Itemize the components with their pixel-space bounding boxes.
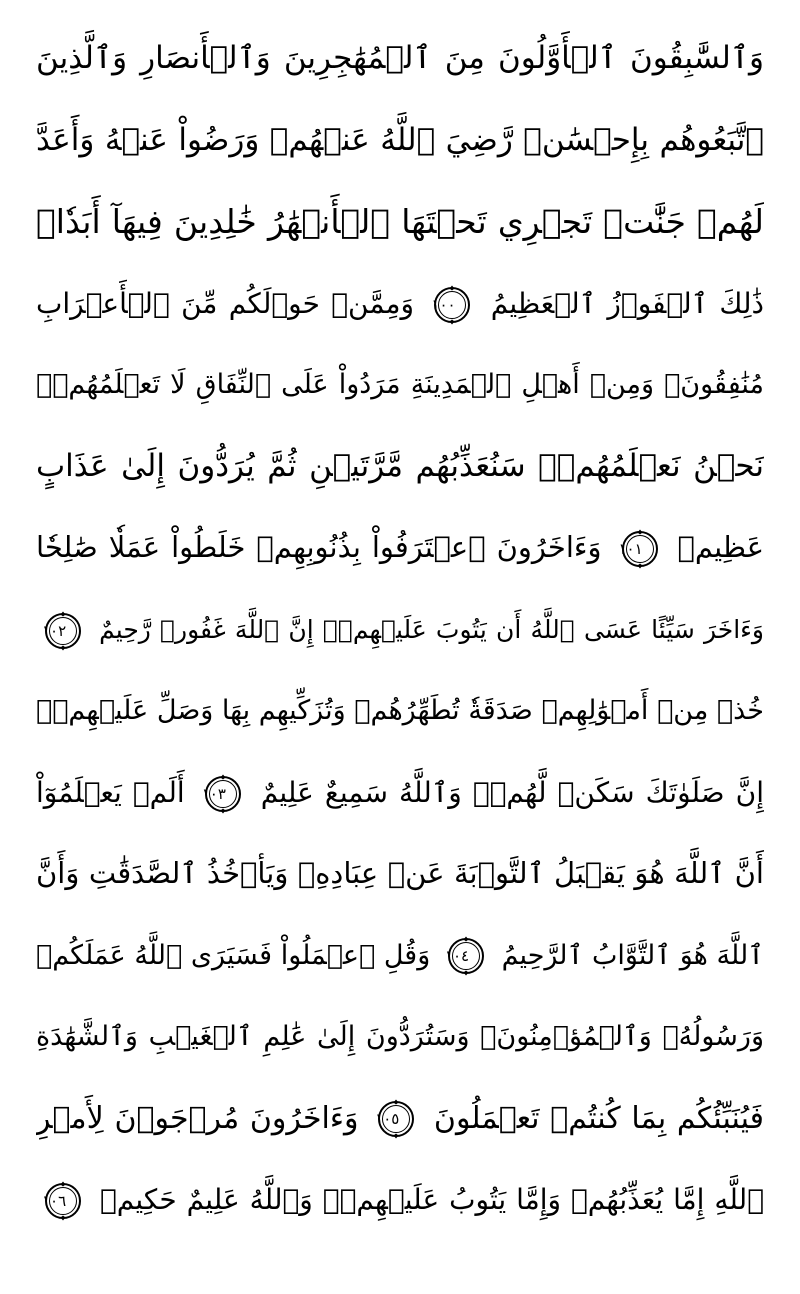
ayah-end-marker — [431, 284, 473, 326]
line-text: لَهُمۡ جَنَّٰتٖ تَجۡرِي تَحۡتَهَا ٱلۡأَنۡهَٰرُ خَٰلِدِينَ فِيهَآ أَبَدٗاۚ — [36, 202, 764, 241]
verse-line-9 — [36, 670, 764, 752]
verse-line-3 — [36, 181, 764, 263]
ayah-end-marker — [202, 773, 244, 815]
line-text: ذَٰلِكَ ٱلۡفَوۡزُ ٱلۡعَظِيمُ — [490, 286, 764, 320]
line-text: وَرَسُولُهُۥ وَٱلۡمُؤۡمِنُونَۖ وَسَتُرَدُّونَ إِلَىٰ عَٰلِمِ ٱلۡغَيۡبِ وَٱلشَّهَٰدَةِ — [36, 1021, 764, 1052]
line-text: أَنَّ ٱللَّهَ هُوَ يَقۡبَلُ ٱلتَّوۡبَةَ عَنۡ عِبَادِهِۦ وَيَأۡخُذُ ٱلصَّدَقَٰتِ وَأَنَّ — [36, 856, 764, 890]
verse-line-11 — [36, 833, 764, 915]
verse-line-15 — [36, 1159, 764, 1241]
line-text: عَظِيمٖ — [677, 530, 764, 564]
line-text: وَءَاخَرُونَ مُرۡجَوۡنَ لِأَمۡرِ — [36, 1100, 359, 1136]
line-text: إِنَّ صَلَوٰتَكَ سَكَنٞ لَّهُمۡۗ وَٱللَّهُ سَمِيعٌ عَلِيمٌ — [260, 775, 764, 809]
verse-line-4 — [36, 263, 764, 345]
line-text: وَٱلسَّٰبِقُونَ ٱلۡأَوَّلُونَ مِنَ ٱلۡمُهَٰجِرِينَ وَٱلۡأَنصَارِ وَٱلَّذِينَ — [36, 40, 764, 76]
ayah-number: ١٠٠ — [431, 295, 456, 314]
line-text: خُذۡ مِنۡ أَمۡوَٰلِهِمۡ صَدَقَةٗ تُطَهِّرُهُمۡ وَتُزَكِّيهِم بِهَا وَصَلِّ عَلَيۡهِمۡۖ — [36, 695, 764, 726]
line-text: وَمِمَّنۡ حَوۡلَكُم مِّنَ ٱلۡأَعۡرَابِ — [36, 286, 415, 320]
verse-line-7 — [36, 507, 764, 589]
ayah-end-marker — [619, 528, 661, 570]
line-text: أَلَمۡ يَعۡلَمُوٓاْ — [36, 775, 185, 809]
ayah-number: ١٠٤ — [444, 947, 470, 965]
ayah-end-marker — [42, 1180, 84, 1222]
line-text: وَءَاخَرَ سَيِّئًا عَسَى ٱللَّهُ أَن يَتُوبَ عَلَيۡهِمۡۚ إِنَّ ٱللَّهَ غَفُورٞ رَّحِيمٌ — [99, 614, 764, 644]
verse-line-8 — [36, 589, 764, 671]
ayah-end-marker — [375, 1098, 417, 1140]
line-text: وَقُلِ ٱعۡمَلُواْ فَسَيَرَى ٱللَّهُ عَمَلَكُمۡ — [36, 939, 431, 971]
line-text: ٱتَّبَعُوهُم بِإِحۡسَٰنٖ رَّضِيَ ٱللَّهُ عَنۡهُمۡ وَرَضُواْ عَنۡهُ وَأَعَدَّ — [36, 121, 764, 158]
ayah-number: ١٠٣ — [201, 784, 226, 803]
line-text: مُنَٰفِقُونَۖ وَمِنۡ أَهۡلِ ٱلۡمَدِينَةِ مَرَدُواْ عَلَى ٱلنِّفَاقِ لَا تَعۡلَمُهُمۡۖ — [36, 369, 764, 400]
verse-line-6 — [36, 426, 764, 508]
line-text: فَيُنَبِّئُكُم بِمَا كُنتُمۡ تَعۡمَلُونَ — [433, 1100, 764, 1136]
verse-line-14 — [36, 1078, 764, 1160]
verse-line-2 — [36, 100, 764, 182]
ayah-number: ١٠٦ — [42, 1192, 67, 1210]
verse-line-12 — [36, 915, 764, 997]
line-text: ٱللَّهِ إِمَّا يُعَذِّبُهُمۡ وَإِمَّا يَتُوبُ عَلَيۡهِمۡۗ وَٱللَّهُ عَلِيمٌ حَكِيمٞ — [99, 1183, 764, 1216]
verse-line-1 — [36, 18, 764, 100]
line-text: ٱللَّهَ هُوَ ٱلتَّوَّابُ ٱلرَّحِيمُ — [501, 939, 764, 971]
ayah-end-marker — [445, 935, 487, 977]
line-text: نَحۡنُ نَعۡلَمُهُمۡۚ سَنُعَذِّبُهُم مَّرَّتَيۡنِ ثُمَّ يُرَدُّونَ إِلَىٰ عَذَابٍ — [36, 447, 764, 484]
ayah-end-marker — [42, 610, 84, 652]
line-text: وَءَاخَرُونَ ٱعۡتَرَفُواْ بِذُنُوبِهِمۡ خَلَطُواْ عَمَلٗا صَٰلِحٗا — [36, 530, 602, 564]
verse-line-5 — [36, 344, 764, 426]
ayah-number: ١٠٢ — [42, 621, 67, 640]
verse-line-13 — [36, 996, 764, 1078]
verse-line-10 — [36, 752, 764, 834]
ayah-number: ١٠٥ — [375, 1110, 400, 1128]
ayah-number: ١٠١ — [618, 540, 643, 558]
